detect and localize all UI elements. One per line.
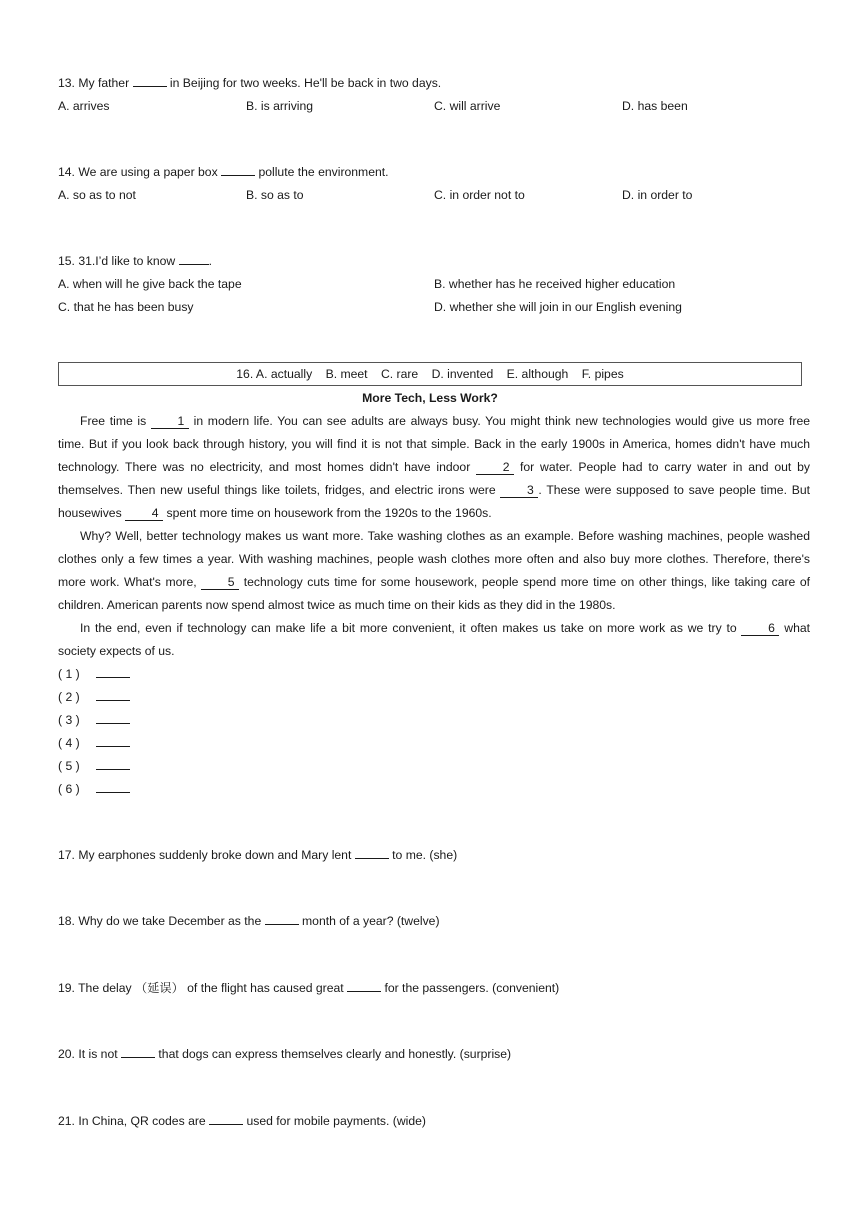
option-d[interactable]: D. in order to (622, 188, 693, 202)
stem-text: that dogs can express themselves clearly and honestly. (surprise) (158, 1047, 512, 1061)
passage-text: . These were supposed to save people time. But housewives (58, 483, 811, 520)
question-13-stem (58, 75, 818, 91)
word-bank-item: C. rare (380, 367, 419, 381)
answer-blank[interactable] (96, 736, 130, 747)
stem-text: 17. My earphones suddenly broke down and Mary lent (58, 848, 352, 862)
question-18 (58, 913, 818, 929)
answer-blank[interactable] (96, 782, 130, 793)
answer-line-4 (58, 735, 130, 751)
question-15-stem (58, 253, 818, 269)
stem-text: 14. We are using a paper box (58, 165, 218, 179)
word-bank-item: 16. A. actually (236, 367, 313, 381)
question-17 (58, 847, 818, 863)
word-bank-item: B. meet (325, 367, 368, 381)
answer-blank[interactable] (121, 1046, 155, 1058)
option-a[interactable]: A. when will he give back the tape (58, 277, 242, 291)
answer-blank[interactable] (209, 1113, 243, 1125)
answer-line-6 (58, 781, 130, 797)
stem-text: 19. The delay （延误） of the flight has caused great (58, 981, 344, 995)
word-bank-item: D. invented (431, 367, 494, 381)
answer-label: ( 2 ) (58, 690, 80, 704)
blank-4[interactable]: 4 (125, 507, 163, 521)
option-d[interactable]: D. has been (622, 99, 688, 113)
stem-text: pollute the environment. (258, 165, 389, 179)
question-14-options (58, 187, 818, 203)
option-c[interactable]: C. will arrive (434, 99, 501, 113)
blank-5[interactable]: 5 (201, 576, 239, 590)
stem-text: . (208, 254, 212, 268)
passage-text: in modern life. You can see adults are always busy. You might think new technologies would give us more free time. But if you look back through history, you will find it is not that simple. Back in the early 1900s in America, homes didn't have much technology. There was no electricity, and most homes didn't have indoor (58, 414, 811, 474)
answer-blank[interactable] (347, 980, 381, 992)
blank-1[interactable]: 1 (151, 415, 189, 429)
answer-label: ( 6 ) (58, 782, 80, 796)
passage-text: Why? Well, better technology makes us want more. Take washing clothes as an example. Before washing machines, people washed clothes only a few times a year. With washing machines, people wash clothes more often and also buy more clothes. Therefore, there's more work. What's more, (58, 529, 810, 589)
blank-2[interactable]: 2 (476, 461, 514, 475)
stem-text: 18. Why do we take December as the (58, 914, 262, 928)
passage-paragraph-3 (58, 617, 810, 663)
answer-blank[interactable] (96, 713, 130, 724)
passage-paragraph-1 (58, 410, 810, 525)
blank-3[interactable]: 3 (500, 484, 538, 498)
answer-label: ( 5 ) (58, 759, 80, 773)
passage-text: for water. People had to carry water in and out by themselves. Then new useful things like toilets, fridges, and electric irons were (58, 460, 811, 497)
answer-blank[interactable] (179, 253, 209, 265)
answer-line-1 (58, 666, 130, 682)
answer-blank[interactable] (96, 759, 130, 770)
option-b[interactable]: B. whether has he received higher education (434, 277, 676, 291)
stem-text: used for mobile payments. (wide) (246, 1114, 426, 1128)
passage-title: More Tech, Less Work? (362, 391, 498, 405)
answer-label: ( 3 ) (58, 713, 80, 727)
word-bank-item: E. although (506, 367, 569, 381)
answer-blank[interactable] (221, 164, 255, 176)
question-15-options-row1 (58, 276, 818, 292)
option-c[interactable]: C. in order not to (434, 188, 525, 202)
passage-text: Free time is (80, 414, 147, 428)
blank-6[interactable]: 6 (741, 622, 779, 636)
option-c[interactable]: C. that he has been busy (58, 300, 194, 314)
question-21 (58, 1113, 818, 1129)
question-14-stem (58, 164, 818, 180)
answer-label: ( 1 ) (58, 667, 80, 681)
answer-blank[interactable] (96, 667, 130, 678)
answer-blank[interactable] (265, 913, 299, 925)
option-b[interactable]: B. is arriving (246, 99, 314, 113)
answer-blank[interactable] (355, 847, 389, 859)
option-a[interactable]: A. arrives (58, 99, 110, 113)
answer-line-2 (58, 689, 130, 705)
answer-blank[interactable] (133, 75, 167, 87)
stem-text: in Beijing for two weeks. He'll be back in two days. (169, 76, 442, 90)
stem-text: 20. It is not (58, 1047, 118, 1061)
question-20 (58, 1046, 818, 1062)
passage-text: technology cuts time for some housework, people spend more time on other things, like taking care of children. American parents now spend almost twice as much time on their kids as they did in the 1980s. (58, 575, 811, 612)
answer-line-3 (58, 712, 130, 728)
word-bank-box (58, 362, 802, 386)
passage-text: spent more time on housework from the 1920s to the 1960s. (166, 506, 492, 520)
stem-text: 21. In China, QR codes are (58, 1114, 206, 1128)
word-bank-item: F. pipes (581, 367, 624, 381)
stem-text: to me. (she) (392, 848, 458, 862)
option-a[interactable]: A. so as to not (58, 188, 136, 202)
stem-text: for the passengers. (convenient) (384, 981, 560, 995)
stem-text: month of a year? (twelve) (302, 914, 440, 928)
stem-text: 15. 31.I’d like to know (58, 254, 176, 268)
stem-text: 13. My father (58, 76, 130, 90)
question-13-options (58, 98, 818, 114)
question-15-options-row2 (58, 299, 818, 315)
question-19 (58, 980, 818, 996)
passage-text: In the end, even if technology can make life a bit more convenient, it often makes us take on more work as we try to (80, 621, 737, 635)
passage-paragraph-2 (58, 525, 810, 617)
answer-blank[interactable] (96, 690, 130, 701)
answer-line-5 (58, 758, 130, 774)
passage-text: what society expects of us. (58, 621, 811, 658)
option-d[interactable]: D. whether she will join in our English evening (434, 300, 682, 314)
option-b[interactable]: B. so as to (246, 188, 304, 202)
answer-label: ( 4 ) (58, 736, 80, 750)
